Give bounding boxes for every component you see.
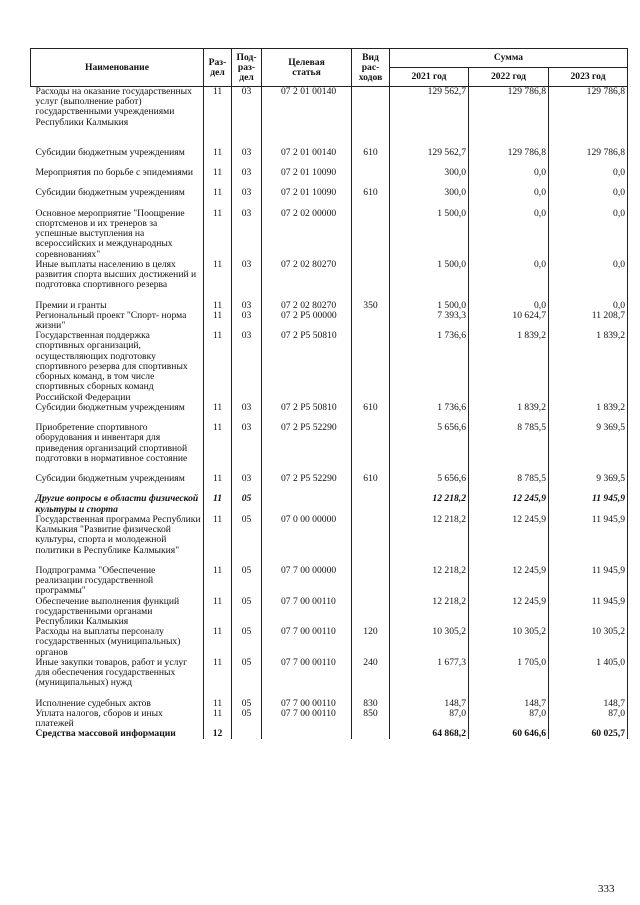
row-razdel: 11 <box>204 474 232 494</box>
row-sum-2022: 1 839,2 <box>469 403 549 423</box>
row-sum-2022: 1 705,0 <box>469 658 549 699</box>
row-name: Приобретение спортивного оборудования и инвентаря для приведения организаций спортивной подготовки в нормативное состояние <box>31 423 204 474</box>
row-celevaya: 07 2 P5 00000 <box>262 311 352 331</box>
row-sum-2022: 1 839,2 <box>469 331 549 402</box>
budget-table <box>30 48 628 739</box>
row-name: Иные закупки товаров, работ и услуг для обеспечения государственных (муниципальных) нужд <box>31 658 204 699</box>
row-sum-2023: 129 786,8 <box>549 148 628 168</box>
row-sum-2022: 0,0 <box>469 301 549 311</box>
row-podrazdel: 03 <box>232 260 262 301</box>
row-razdel: 11 <box>204 168 232 188</box>
row-celevaya <box>262 729 352 739</box>
row-podrazdel: 03 <box>232 474 262 494</box>
row-sum-2022: 12 245,9 <box>469 597 549 628</box>
row-podrazdel: 03 <box>232 87 262 148</box>
row-sum-2021: 12 218,2 <box>390 597 469 628</box>
page-number: 333 <box>598 883 615 895</box>
row-celevaya: 07 7 00 00110 <box>262 658 352 699</box>
table-row <box>31 260 628 301</box>
row-razdel: 11 <box>204 658 232 699</box>
row-vid <box>352 566 390 597</box>
header-celevaya-text: Целевая статья <box>288 56 325 78</box>
row-vid <box>352 729 390 739</box>
row-razdel: 11 <box>204 566 232 597</box>
table-row <box>31 311 628 331</box>
header-2022: 2022 год <box>469 68 549 87</box>
table-row <box>31 423 628 474</box>
row-sum-2023: 9 369,5 <box>549 423 628 474</box>
row-celevaya: 07 7 00 00110 <box>262 699 352 709</box>
table-row <box>31 168 628 188</box>
row-podrazdel: 03 <box>232 423 262 474</box>
row-celevaya <box>262 494 352 514</box>
row-sum-2021: 148,7 <box>390 699 469 709</box>
row-sum-2021: 1 677,3 <box>390 658 469 699</box>
row-sum-2023: 1 839,2 <box>549 403 628 423</box>
row-vid <box>352 87 390 148</box>
row-sum-2022: 0,0 <box>469 209 549 260</box>
row-celevaya: 07 2 P5 52290 <box>262 423 352 474</box>
row-name: Субсидии бюджетным учреждениям <box>31 403 204 423</box>
row-name: Обеспечение выполнения функций государственными органами Республики Калмыкия <box>31 597 204 628</box>
row-podrazdel: 05 <box>232 658 262 699</box>
table-row <box>31 658 628 699</box>
row-vid <box>352 597 390 628</box>
row-sum-2023: 11 945,9 <box>549 494 628 514</box>
table-row <box>31 331 628 402</box>
table-row <box>31 494 628 514</box>
row-sum-2022: 129 786,8 <box>469 148 549 168</box>
row-sum-2023: 60 025,7 <box>549 729 628 739</box>
row-razdel: 11 <box>204 699 232 709</box>
row-sum-2023: 129 786,8 <box>549 87 628 148</box>
row-sum-2021: 12 218,2 <box>390 494 469 514</box>
row-sum-2021: 7 393,3 <box>390 311 469 331</box>
row-vid: 610 <box>352 403 390 423</box>
row-razdel: 11 <box>204 423 232 474</box>
table-row <box>31 188 628 208</box>
header-vid <box>352 49 390 87</box>
row-celevaya: 07 2 02 80270 <box>262 260 352 301</box>
table-row <box>31 474 628 494</box>
row-sum-2022: 12 245,9 <box>469 494 549 514</box>
row-vid: 830 <box>352 699 390 709</box>
table-row <box>31 627 628 658</box>
table-row <box>31 209 628 260</box>
table-row <box>31 709 628 729</box>
row-sum-2021: 12 218,2 <box>390 566 469 597</box>
row-name: Средства массовой информации <box>31 729 204 739</box>
row-vid <box>352 494 390 514</box>
row-vid: 610 <box>352 188 390 208</box>
row-celevaya: 07 2 P5 50810 <box>262 403 352 423</box>
row-name: Мероприятия по борьбе с эпидемиями <box>31 168 204 188</box>
row-celevaya: 07 2 01 00140 <box>262 148 352 168</box>
row-celevaya: 07 2 02 80270 <box>262 301 352 311</box>
row-razdel: 11 <box>204 709 232 729</box>
row-razdel: 11 <box>204 188 232 208</box>
row-podrazdel: 03 <box>232 403 262 423</box>
row-name: Государственная поддержка спортивных организаций, осуществляющих подготовку спортивного резерва для спортивных сборных команд, в том числе спортивных сборных команд Российской Федерации <box>31 331 204 402</box>
header-podrazdel <box>232 49 262 87</box>
row-sum-2023: 148,7 <box>549 699 628 709</box>
row-name: Государственная программа Республики Калмыкия "Развитие физической культуры, спорта и молодежной политики в Республике Калмыкия" <box>31 515 204 566</box>
row-sum-2023: 0,0 <box>549 260 628 301</box>
row-podrazdel: 03 <box>232 188 262 208</box>
row-podrazdel: 05 <box>232 494 262 514</box>
row-sum-2022: 12 245,9 <box>469 566 549 597</box>
row-podrazdel: 05 <box>232 566 262 597</box>
header-2021: 2021 год <box>390 68 469 87</box>
table-row <box>31 403 628 423</box>
row-celevaya: 07 2 P5 50810 <box>262 331 352 402</box>
row-sum-2023: 10 305,2 <box>549 627 628 658</box>
row-sum-2021: 5 656,6 <box>390 474 469 494</box>
row-vid <box>352 311 390 331</box>
row-celevaya: 07 2 01 10090 <box>262 188 352 208</box>
table-row <box>31 729 628 739</box>
row-name: Основное мероприятие "Поощрение спортсменов и их тренеров за успешные выступления на всероссийских и международных соревнованиях" <box>31 209 204 260</box>
row-sum-2022: 148,7 <box>469 699 549 709</box>
row-razdel: 11 <box>204 260 232 301</box>
row-sum-2022: 10 305,2 <box>469 627 549 658</box>
row-celevaya: 07 7 00 00110 <box>262 627 352 658</box>
row-celevaya: 07 2 01 10090 <box>262 168 352 188</box>
table-row <box>31 148 628 168</box>
row-razdel: 11 <box>204 627 232 658</box>
row-podrazdel: 03 <box>232 148 262 168</box>
row-vid: 240 <box>352 658 390 699</box>
row-celevaya: 07 7 00 00110 <box>262 709 352 729</box>
row-podrazdel: 05 <box>232 597 262 628</box>
row-celevaya: 07 2 P5 52290 <box>262 474 352 494</box>
row-name: Подпрограмма "Обеспечение реализации государственной программы" <box>31 566 204 597</box>
row-sum-2023: 0,0 <box>549 188 628 208</box>
row-razdel: 11 <box>204 87 232 148</box>
header-name: Наименование <box>31 49 204 87</box>
row-vid <box>352 423 390 474</box>
header-2023: 2023 год <box>549 68 628 87</box>
row-podrazdel: 03 <box>232 301 262 311</box>
row-razdel: 11 <box>204 148 232 168</box>
row-sum-2021: 5 656,6 <box>390 423 469 474</box>
row-podrazdel <box>232 729 262 739</box>
row-sum-2021: 64 868,2 <box>390 729 469 739</box>
row-vid <box>352 515 390 566</box>
row-celevaya: 07 7 00 00000 <box>262 566 352 597</box>
row-sum-2023: 11 945,9 <box>549 515 628 566</box>
header-vid-text: Вид рас- ходов <box>358 51 383 83</box>
row-sum-2023: 0,0 <box>549 168 628 188</box>
header-podrazdel-text: Под- раз- дел <box>236 51 257 83</box>
row-sum-2022: 0,0 <box>469 188 549 208</box>
row-razdel: 11 <box>204 515 232 566</box>
row-sum-2023: 11 945,9 <box>549 597 628 628</box>
row-sum-2023: 87,0 <box>549 709 628 729</box>
table-row <box>31 515 628 566</box>
row-name: Исполнение судебных актов <box>31 699 204 709</box>
row-name: Иные выплаты населению в целях развития спорта высших достижений и подготовка спортивного резерва <box>31 260 204 301</box>
row-razdel: 11 <box>204 331 232 402</box>
row-podrazdel: 05 <box>232 709 262 729</box>
row-vid <box>352 168 390 188</box>
row-sum-2023: 11 208,7 <box>549 311 628 331</box>
row-sum-2023: 11 945,9 <box>549 566 628 597</box>
row-sum-2022: 10 624,7 <box>469 311 549 331</box>
row-sum-2023: 0,0 <box>549 301 628 311</box>
row-podrazdel: 03 <box>232 209 262 260</box>
row-sum-2021: 1 500,0 <box>390 209 469 260</box>
header-razdel <box>204 49 232 87</box>
table-row <box>31 87 628 148</box>
row-podrazdel: 03 <box>232 331 262 402</box>
row-sum-2023: 1 839,2 <box>549 331 628 402</box>
row-razdel: 12 <box>204 729 232 739</box>
row-razdel: 11 <box>204 209 232 260</box>
row-sum-2021: 300,0 <box>390 188 469 208</box>
row-sum-2022: 12 245,9 <box>469 515 549 566</box>
row-name: Расходы на оказание государственных услуг (выполнение работ) государственными учреждениями Республики Калмыкия <box>31 87 204 148</box>
row-podrazdel: 05 <box>232 627 262 658</box>
header-celevaya <box>262 49 352 87</box>
row-vid: 610 <box>352 474 390 494</box>
row-sum-2021: 1 500,0 <box>390 301 469 311</box>
row-razdel: 11 <box>204 311 232 331</box>
row-name: Региональный проект "Спорт- норма жизни" <box>31 311 204 331</box>
row-razdel: 11 <box>204 597 232 628</box>
table-header <box>31 49 628 87</box>
row-name: Расходы на выплаты персоналу государственных (муниципальных) органов <box>31 627 204 658</box>
row-podrazdel: 03 <box>232 311 262 331</box>
row-sum-2022: 129 786,8 <box>469 87 549 148</box>
row-vid: 610 <box>352 148 390 168</box>
row-sum-2021: 129 562,7 <box>390 87 469 148</box>
table-row <box>31 597 628 628</box>
row-celevaya: 07 7 00 00110 <box>262 597 352 628</box>
row-sum-2021: 10 305,2 <box>390 627 469 658</box>
row-sum-2022: 0,0 <box>469 168 549 188</box>
row-razdel: 11 <box>204 301 232 311</box>
budget-table-sheet <box>30 48 627 739</box>
row-sum-2022: 0,0 <box>469 260 549 301</box>
row-vid <box>352 260 390 301</box>
row-sum-2021: 300,0 <box>390 168 469 188</box>
header-razdel-text: Раз- дел <box>208 56 227 78</box>
row-podrazdel: 05 <box>232 699 262 709</box>
row-podrazdel: 05 <box>232 515 262 566</box>
row-celevaya: 07 0 00 00000 <box>262 515 352 566</box>
row-vid <box>352 331 390 402</box>
row-vid <box>352 209 390 260</box>
row-sum-2021: 12 218,2 <box>390 515 469 566</box>
row-sum-2021: 129 562,7 <box>390 148 469 168</box>
row-name: Субсидии бюджетным учреждениям <box>31 474 204 494</box>
row-sum-2021: 1 736,6 <box>390 331 469 402</box>
row-razdel: 11 <box>204 494 232 514</box>
table-body <box>31 87 628 740</box>
row-sum-2023: 9 369,5 <box>549 474 628 494</box>
row-celevaya: 07 2 01 00140 <box>262 87 352 148</box>
row-sum-2023: 1 405,0 <box>549 658 628 699</box>
row-razdel: 11 <box>204 403 232 423</box>
row-sum-2022: 8 785,5 <box>469 423 549 474</box>
row-sum-2022: 87,0 <box>469 709 549 729</box>
row-name: Премии и гранты <box>31 301 204 311</box>
row-sum-2022: 60 646,6 <box>469 729 549 739</box>
row-name: Другие вопросы в области физической культуры и спорта <box>31 494 204 514</box>
row-sum-2021: 87,0 <box>390 709 469 729</box>
row-sum-2021: 1 736,6 <box>390 403 469 423</box>
row-celevaya: 07 2 02 00000 <box>262 209 352 260</box>
row-name: Уплата налогов, сборов и иных платежей <box>31 709 204 729</box>
row-sum-2021: 1 500,0 <box>390 260 469 301</box>
row-name: Субсидии бюджетным учреждениям <box>31 148 204 168</box>
header-summa: Сумма <box>390 49 628 68</box>
row-sum-2023: 0,0 <box>549 209 628 260</box>
row-podrazdel: 03 <box>232 168 262 188</box>
table-row <box>31 566 628 597</box>
row-name: Субсидии бюджетным учреждениям <box>31 188 204 208</box>
row-vid: 350 <box>352 301 390 311</box>
row-sum-2022: 8 785,5 <box>469 474 549 494</box>
row-vid: 120 <box>352 627 390 658</box>
row-vid: 850 <box>352 709 390 729</box>
